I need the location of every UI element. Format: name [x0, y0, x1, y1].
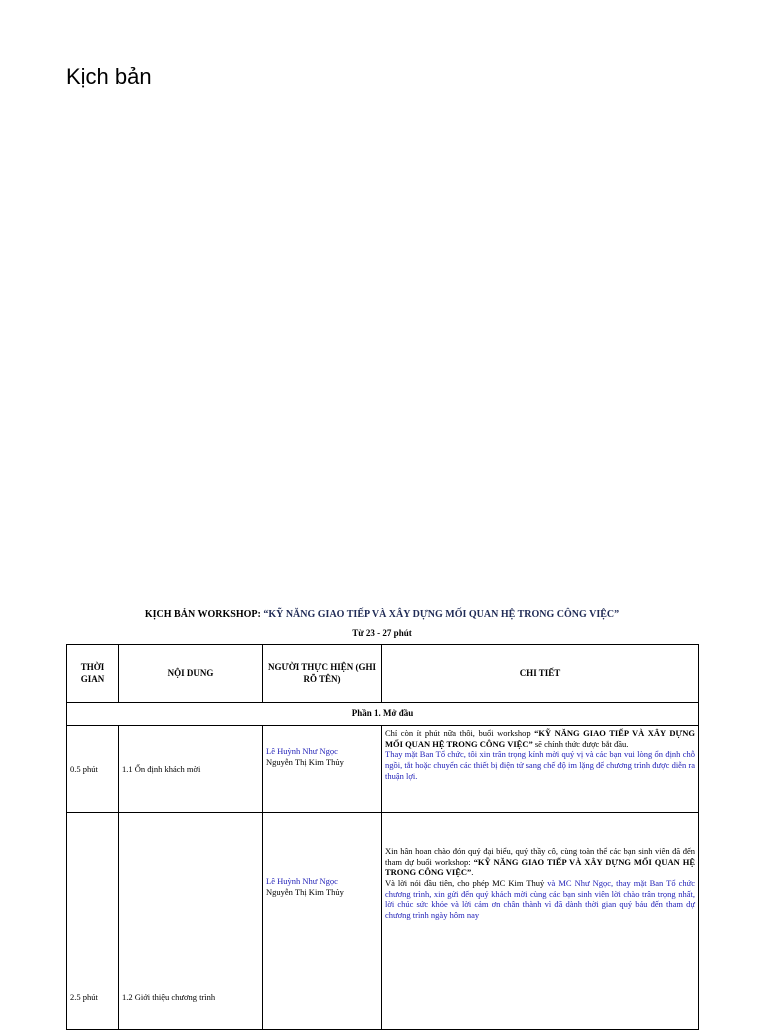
row-person [263, 726, 382, 813]
section-title: Phần 1. Mở đầu [67, 703, 699, 726]
header-time: THỜI GIAN [67, 645, 119, 703]
document-title-prefix: KỊCH BẢN WORKSHOP: [144, 609, 264, 620]
row-content: 1.1 Ổn định khách mời [119, 726, 263, 813]
header-detail: CHI TIẾT [382, 645, 699, 703]
row-content: 1.2 Giới thiệu chương trình [119, 813, 263, 1030]
detail-emphasis: “KỸ NĂNG GIAO TIẾP VÀ XÂY DỰNG MỐI QUAN HỆ TRONG CÔNG VIỆC” [385, 728, 695, 749]
document-subtitle: Từ 23 - 27 phút [352, 628, 412, 638]
row-person [263, 813, 382, 1030]
section-row [67, 703, 699, 726]
detail-text: . [471, 867, 474, 878]
person-name: Nguyễn Thị Kim Thủy [266, 756, 344, 767]
detail-emphasis: “KỸ NĂNG GIAO TIẾP VÀ XÂY DỰNG MỐI QUAN HỆ TRONG CÔNG VIỆC” [385, 856, 695, 878]
person-name: Nguyễn Thị Kim Thủy [266, 886, 344, 897]
workshop-script-table [66, 644, 699, 1030]
person-name: Lê Huỳnh Như Ngọc [266, 746, 338, 756]
header-content: NỘI DUNG [119, 645, 263, 703]
detail-text: Chỉ còn ít phút nữa thôi, buổi workshop [385, 728, 535, 738]
person-name: Lê Huỳnh Như Ngọc [266, 876, 338, 886]
detail-text: Xin hân hoan chào đón quý đại biểu, quý thầy cô, cùng toàn thể các bạn sinh viên đã đến tham dự buổi workshop: [385, 846, 695, 867]
row-detail [382, 726, 699, 813]
row-time: 0.5 phút [67, 726, 119, 813]
document-title [66, 609, 698, 620]
row-time: 2.5 phút [67, 813, 119, 1030]
table-row [67, 726, 699, 813]
detail-text: Thay mặt Ban Tổ chức, tôi xin trân trọng kính mời quý vị và các bạn vui lòng ổn định chỗ ngồi, tắt hoặc chuyển các thiết bị điện tử sang chế độ im lặng để chương trình được diễn ra thuận lợi. [385, 749, 695, 781]
detail-text: Và lời nói đầu tiên, cho phép MC Kim Thuỷ [385, 877, 548, 888]
header-person: NGƯỜI THỰC HIỆN (GHI RÕ TÊN) [263, 645, 382, 703]
table-row [67, 813, 699, 1030]
table-header-row [67, 645, 699, 703]
page-heading: Kịch bản [66, 64, 152, 89]
row-detail [382, 813, 699, 1030]
document-title-quoted: “KỸ NĂNG GIAO TIẾP VÀ XÂY DỰNG MỐI QUAN HỆ TRONG CÔNG VIỆC” [263, 609, 620, 620]
detail-text: sẽ chính thức được bắt đầu. [532, 738, 629, 749]
detail-text: và MC Như Ngọc, thay mặt Ban Tổ chức chương trình, xin gửi đến quý khách mời cùng các bạn sinh viên lời chào trân trọng nhất, lời chúc sức khỏe và lời cảm ơn chân thành vì đã dành thời gian quý báu đến tham dự chương trình ngày hôm nay [385, 877, 695, 920]
